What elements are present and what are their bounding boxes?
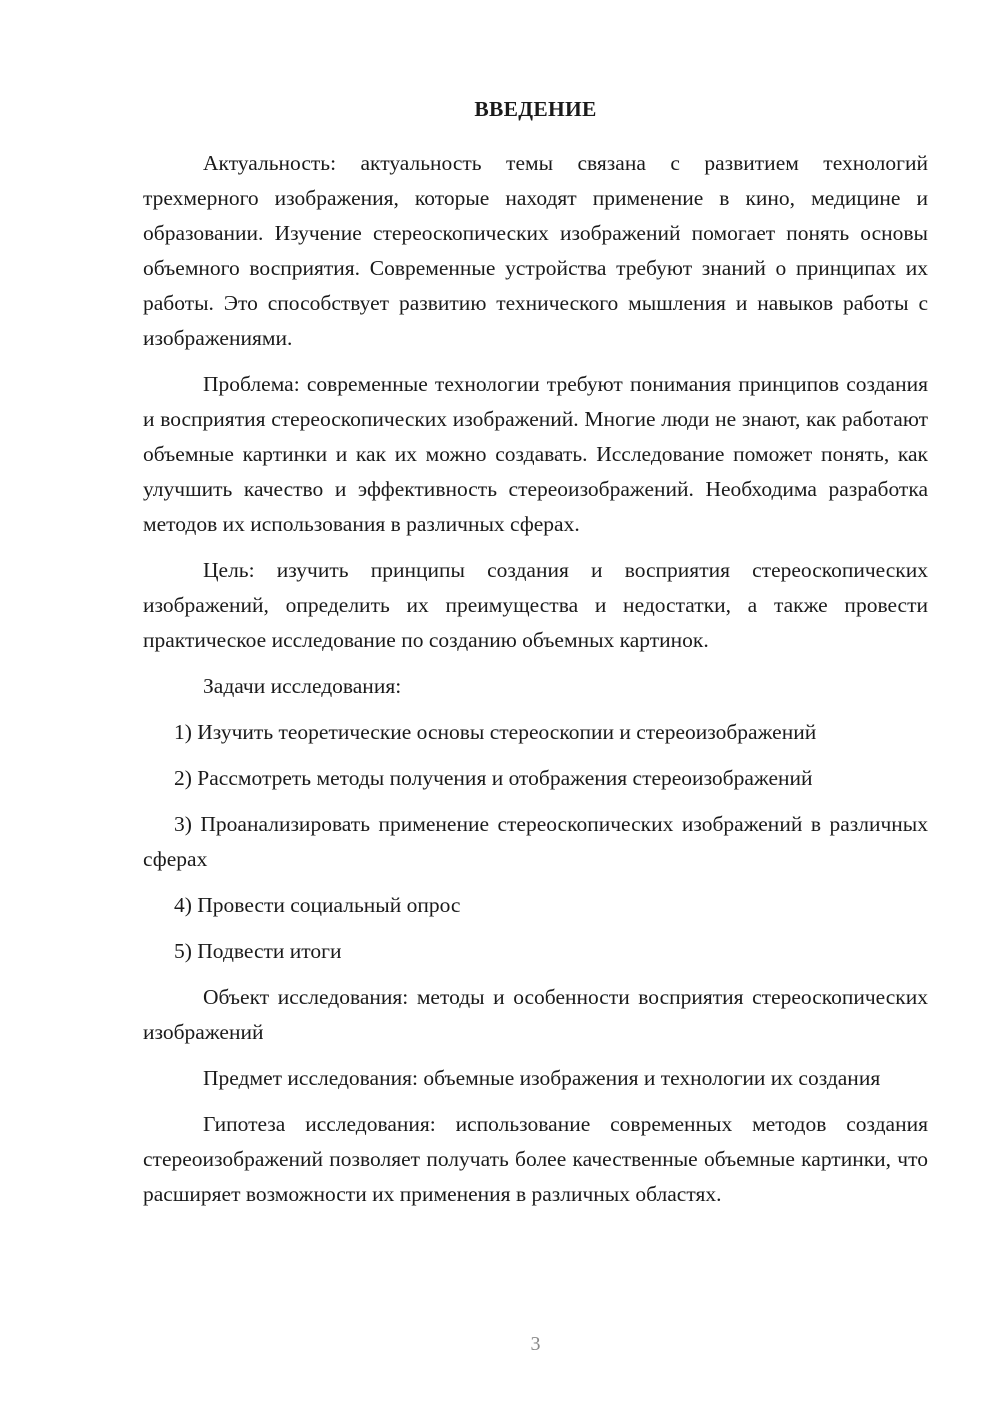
paragraph-goal: Цель: изучить принципы создания и восприятия стереоскопических изображений, определить их преимущества и недостатки, а также провести практическое исследование по созданию объемных картинок. [143,558,928,652]
task-item-2: 2) Рассмотреть методы получения и отображения стереоизображений [174,766,813,790]
task-item-5: 5) Подвести итоги [174,939,342,963]
document-page [143,92,928,1223]
task-item-4: 4) Провести социальный опрос [174,893,461,917]
paragraph-hypothesis: Гипотеза исследования: использование современных методов создания стереоизображений позволяет получать более качественные объемные картинки, что расширяет возможности их применения в различных областях. [143,1112,928,1206]
task-item-1: 1) Изучить теоретические основы стереоскопии и стереоизображений [174,720,817,744]
page-title: ВВЕДЕНИЕ [474,97,597,121]
paragraph-problem: Проблема: современные технологии требуют понимания принципов создания и восприятия стереоскопических изображений. Многие люди не знают, как работают объемные картинки и как их можно создавать. Исследование поможет понять, как улучшить качество и эффективность стереоизображений. Необходима разработка методов их использования в различных сферах. [143,372,928,536]
paragraph-subject: Предмет исследования: объемные изображения и технологии их создания [203,1066,881,1090]
paragraph-relevance: Актуальность: актуальность темы связана с развитием технологий трехмерного изображения, которые находят применение в кино, медицине и образовании. Изучение стереоскопических изображений помогает понять основы объемного восприятия. Современные устройства требуют знаний о принципах их работы. Это способствует развитию технического мышления и навыков работы с изображениями. [143,151,928,350]
page-number: 3 [530,1333,541,1355]
task-item-3: 3) Проанализировать применение стереоскопических изображений в различных сферах [143,812,928,871]
paragraph-tasks-heading: Задачи исследования: [203,674,402,698]
paragraph-object: Объект исследования: методы и особенности восприятия стереоскопических изображений [143,985,928,1044]
